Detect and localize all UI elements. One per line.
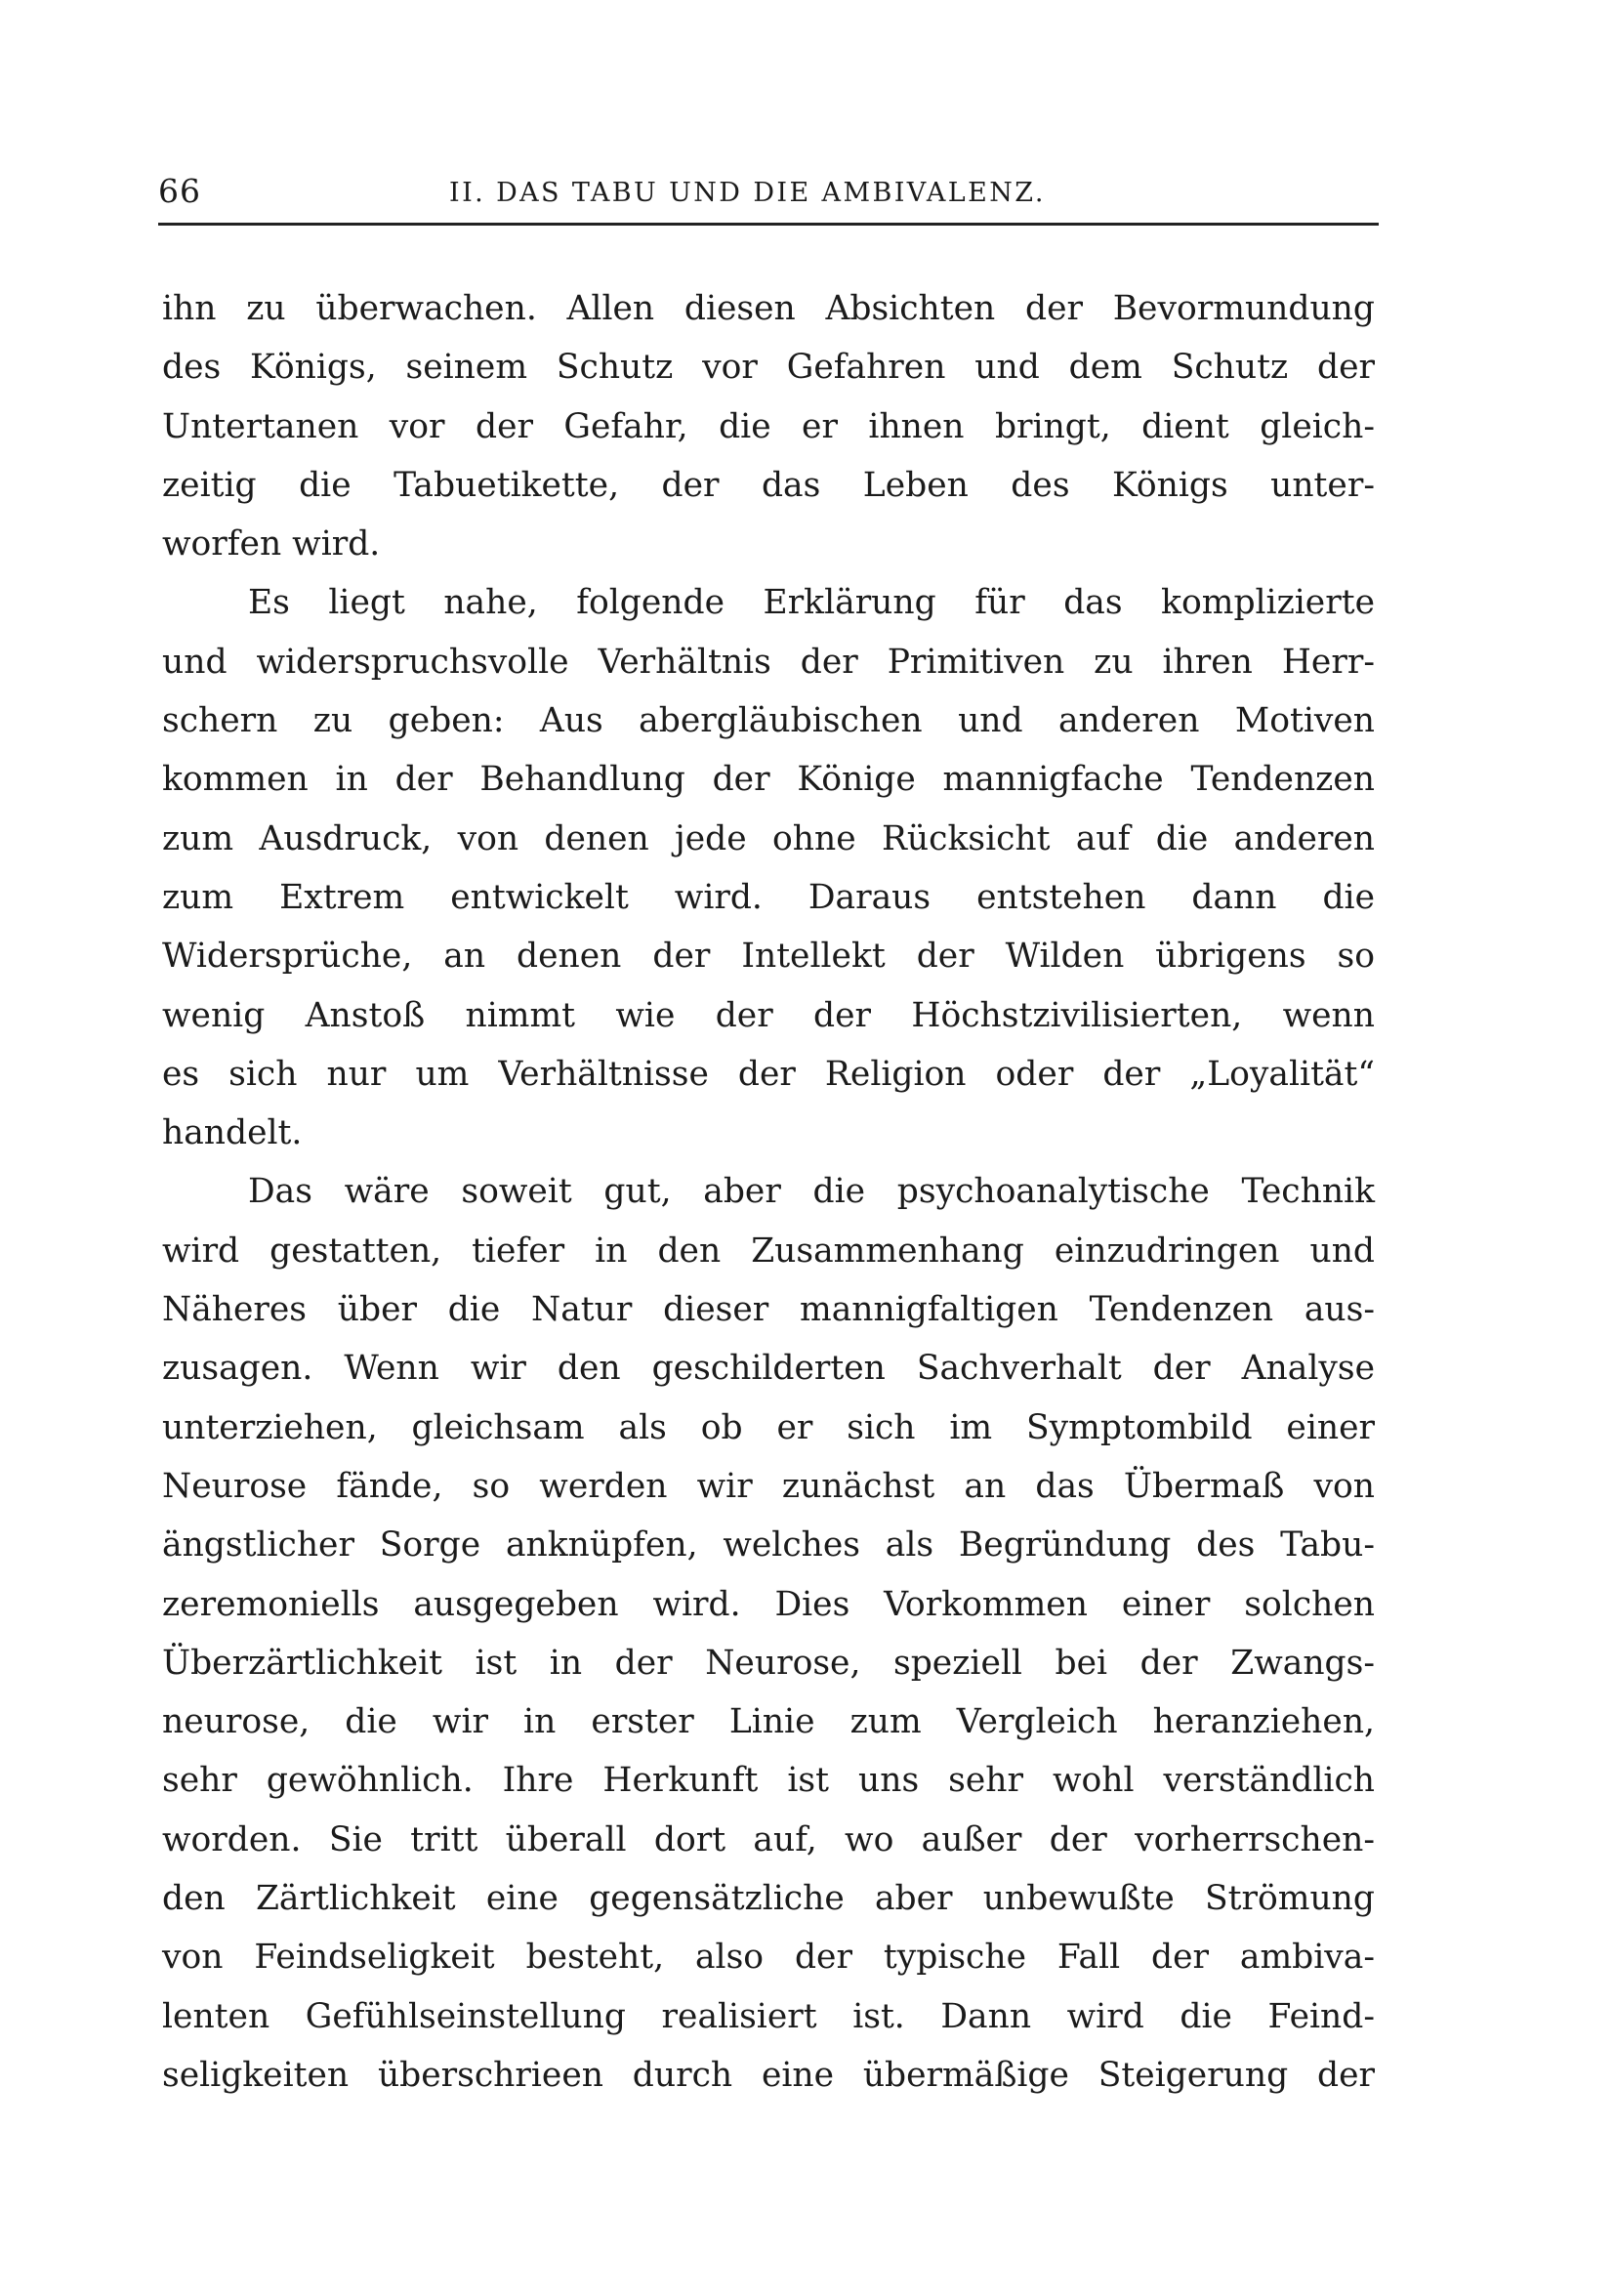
text-line: Widersprüche, an denen der Intellekt der Wilden übrigens so <box>162 937 1375 977</box>
paragraph-3 <box>162 1162 1375 2105</box>
text-line: von Feindseligkeit besteht, also der typische Fall der ambiva- <box>162 1938 1375 1978</box>
text-line: wenig Anstoß nimmt wie der der Höchstzivilisierten, wenn <box>162 995 1375 1035</box>
text-line: ihn zu überwachen. Allen diesen Absichten der Bevormundung <box>162 289 1375 328</box>
text-line: zeitig die Tabuetikette, der das Leben des Königs unter- <box>162 465 1375 505</box>
text-line: zeremoniells ausgegeben wird. Dies Vorkommen einer solchen <box>162 1584 1375 1624</box>
text-line: Es liegt nahe, folgende Erklärung für das komplizierte <box>248 583 1375 623</box>
text-line: zum Extrem entwickelt wird. Daraus entstehen dann die <box>162 877 1375 917</box>
text-line: sehr gewöhnlich. Ihre Herkunft ist uns sehr wohl verständlich <box>162 1761 1375 1801</box>
text-line: Das wäre soweit gut, aber die psychoanalytische Technik <box>248 1172 1375 1212</box>
text-line: Neurose fände, so werden wir zunächst an das Übermaß von <box>162 1466 1375 1506</box>
text-line: zusagen. Wenn wir den geschilderten Sachverhalt der Analyse <box>162 1349 1375 1389</box>
text-line: ängstlicher Sorge anknüpfen, welches als Begründung des Tabu- <box>162 1525 1375 1565</box>
text-line: und widerspruchsvolle Verhältnis der Primitiven zu ihren Herr- <box>162 642 1375 682</box>
text-line: handelt. <box>162 1113 303 1153</box>
text-line: Überzärtlichkeit ist in der Neurose, speziell bei der Zwangs- <box>162 1643 1375 1683</box>
text-line: kommen in der Behandlung der Könige mannigfache Tendenzen <box>162 760 1375 800</box>
text-line: worfen wird. <box>162 524 381 564</box>
text-line: schern zu geben: Aus abergläubischen und anderen Motiven <box>162 701 1375 741</box>
page-number: 66 <box>158 172 201 210</box>
text-line: seligkeiten überschrieen durch eine übermäßige Steigerung der <box>162 2055 1375 2095</box>
paragraph-1 <box>162 279 1375 573</box>
text-line: neurose, die wir in erster Linie zum Vergleich heranziehen, <box>162 1702 1375 1742</box>
text-line: lenten Gefühlseinstellung realisiert ist. Dann wird die Feind- <box>162 1996 1375 2036</box>
paragraph-2 <box>162 573 1375 1162</box>
running-head <box>158 172 1379 227</box>
body-text <box>162 279 1375 2105</box>
header-rule <box>158 223 1379 226</box>
text-line: zum Ausdruck, von denen jede ohne Rücksicht auf die anderen <box>162 818 1375 858</box>
text-line: Näheres über die Natur dieser mannigfaltigen Tendenzen aus- <box>162 1290 1375 1330</box>
text-line: wird gestatten, tiefer in den Zusammenhang einzudringen und <box>162 1231 1375 1271</box>
text-line: des Königs, seinem Schutz vor Gefahren und dem Schutz der <box>162 348 1375 388</box>
text-line: es sich nur um Verhältnisse der Religion oder der „Loyalität“ <box>162 1054 1375 1094</box>
text-line: unterziehen, gleichsam als ob er sich im Symptombild einer <box>162 1407 1375 1447</box>
text-line: den Zärtlichkeit eine gegensätzliche aber unbewußte Strömung <box>162 1879 1375 1919</box>
text-line: worden. Sie tritt überall dort auf, wo außer der vorherrschen- <box>162 1819 1375 1859</box>
text-line: Untertanen vor der Gefahr, die er ihnen bringt, dient gleich- <box>162 406 1375 446</box>
running-head-title: II. DAS TABU UND DIE AMBIVALENZ. <box>449 178 1046 208</box>
